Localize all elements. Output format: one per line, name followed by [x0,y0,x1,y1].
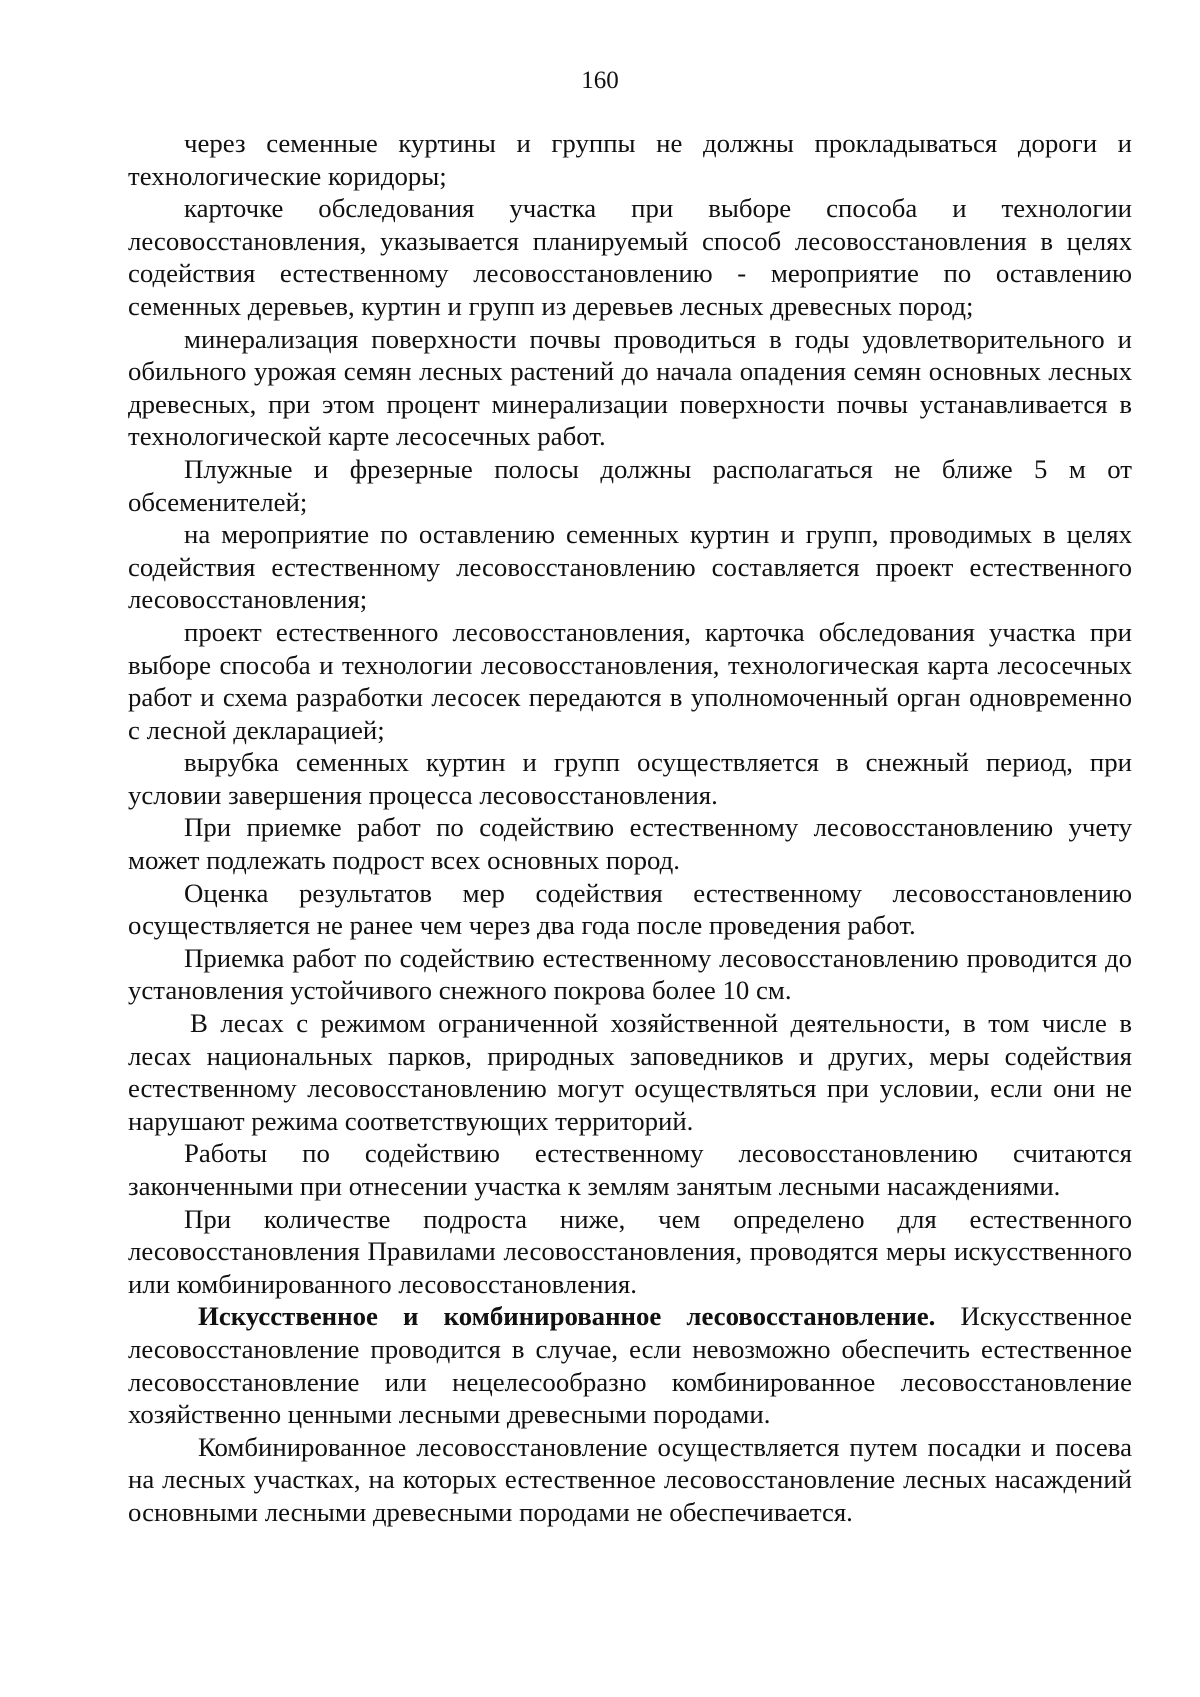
section-paragraph [128,1300,1132,1430]
paragraph-5: на мероприятие по оставлению семенных куртин и групп, проводимых в целях содействия естественному лесовосстановлению составляется проект естественного лесовосстановления; [128,519,1132,615]
section-heading: Искусственное и комбинированное лесовосстановление. [198,1301,936,1332]
paragraph-13: При количестве подроста ниже, чем определено для естественного лесовосстановления Правилами лесовосстановления, проводятся меры искусственного или комбинированного лесовосстановления. [128,1203,1132,1299]
paragraph-11: В лесах с режимом ограниченной хозяйственной деятельности, в том числе в лесах национальных парков, природных заповедников и других, меры содействия естественному лесовосстановлению могут осуществляться при условии, если они не нарушают режима соответствующих территорий. [128,1008,1132,1136]
document-body [128,127,1132,1529]
paragraph-12: Работы по содействию естественному лесовосстановлению считаются законченными при отнесении участка к землям занятым лесными насаждениями. [128,1138,1132,1201]
paragraph-9: Оценка результатов мер содействия естественному лесовосстановлению осуществляется не ранее чем через два года после проведения работ. [128,877,1132,941]
final-paragraph: Комбинированное лесовосстановление осуществляется путем посадки и посева на лесных участках, на которых естественное лесовосстановление лесных насаждений основными лесными древесными породами не обеспечивается. [128,1431,1132,1527]
section-text: Искусственное лесовосстановление проводится в случае, если невозможно обеспечить естественное лесовосстановление или нецелесообразно комбинированное лесовосстановление хозяйственно ценными лесными древесными породами. [128,1301,1132,1430]
paragraph-8: При приемке работ по содействию естественному лесовосстановлению учету может подлежать подрост всех основных пород. [128,812,1132,876]
paragraph-2: карточке обследования участка при выборе способа и технологии лесовосстановления, указывается планируемый способ лесовосстановления в целях содействия естественному лесовосстановлению - мероприятие по оставлению семенных деревьев, куртин и групп из деревьев лесных древесных пород; [128,193,1132,321]
paragraph-6: проект естественного лесовосстановления, карточка обследования участка при выборе способа и технологии лесовосстановления, технологическая карта лесосечных работ и схема разработки лесосек передаются в уполномоченный орган одновременно с лесной декларацией; [128,616,1132,745]
paragraph-3: минерализация поверхности почвы проводиться в годы удовлетворительного и обильного урожая семян лесных растений до начала опадения семян основных лесных древесных, при этом процент минерализации поверхности почвы устанавливается в технологической карте лесосечных работ. [128,323,1132,452]
page-number: 160 [581,67,619,94]
paragraph-1: через семенные куртины и группы не должны прокладываться дороги и технологические коридоры; [128,128,1132,191]
paragraph-7: вырубка семенных куртин и групп осуществляется в снежный период, при условии завершения процесса лесовосстановления. [128,747,1132,810]
paragraph-10: Приемка работ по содействию естественному лесовосстановлению проводится до установления устойчивого снежного покрова более 10 см. [128,942,1132,1006]
paragraph-4: Плужные и фрезерные полосы должны располагаться не ближе 5 м от обсеменителей; [128,453,1132,517]
